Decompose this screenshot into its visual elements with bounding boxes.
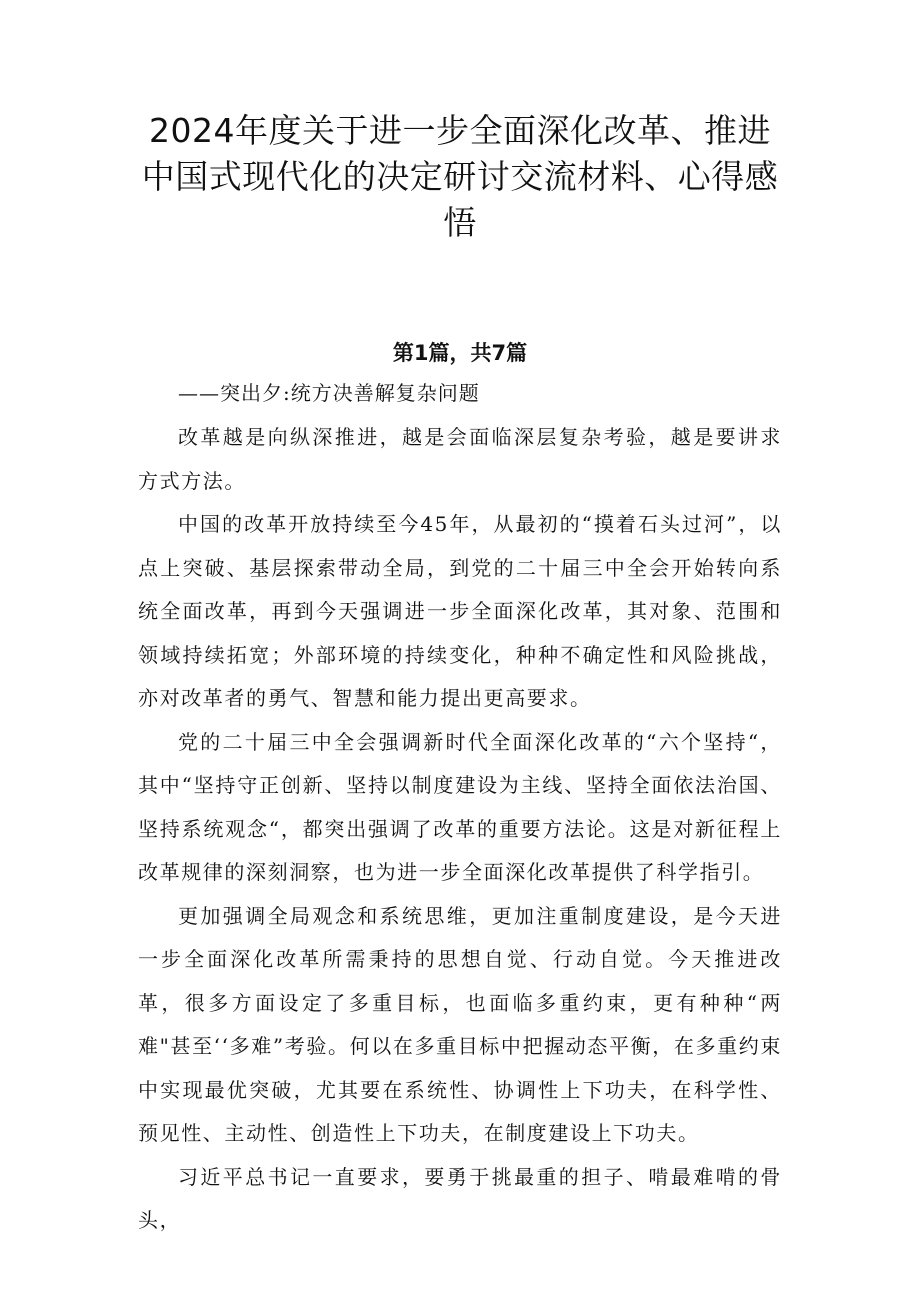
document-title: 2024年度关于进一步全面深化改革、推进中国式现代化的决定研讨交流材料、心得感悟 <box>141 111 779 242</box>
article-subtitle: ——突出夕:统方决善解复杂问题 <box>178 381 480 405</box>
paragraph-3: 党的二十届三中全会强调新时代全面深化改革的“六个坚持“，其中“坚持守正创新、坚持以制度建设为主线、坚持全面依法治国、坚持系统观念“，都突出强调了改革的重要方法论。这是对新征程上改革规律的深刻洞察，也为进一步全面深化改革提供了科学指引。 <box>138 729 782 884</box>
paragraph-4: 更加强调全局观念和系统思维，更加注重制度建设，是今天进一步全面深化改革所需秉持的思想自觉、行动自觉。今天推进改革，很多方面设定了多重目标，也面临多重约束，更有种种“两难"甚至‘‘多难”考验。何以在多重目标中把握动态平衡，在多重约束中实现最优突破，尤其要在系统性、协调性上下功夫，在科学性、预见性、主动性、创造性上下功夫，在制度建设上下功夫。 <box>138 903 782 1145</box>
paragraph-1: 改革越是向纵深推进，越是会面临深层复杂考验，越是要讲求方式方法。 <box>138 425 782 493</box>
paragraph-5: 习近平总书记一直要求，要勇于挑最重的担子、啃最难啃的骨头， <box>138 1164 782 1232</box>
section-heading: 第1篇，共7篇 <box>392 341 528 365</box>
paragraph-2: 中国的改革开放持续至今45年，从最初的“摸着石头过河”，以点上突破、基层探索带动全局，到党的二十届三中全会开始转向系统全面改革，再到今天强调进一步全面深化改革，其对象、范围和领域持续拓宽；外部环境的持续变化，种种不确定性和风险挑战，亦对改革者的勇气、智慧和能力提出更高要求。 <box>138 512 782 710</box>
